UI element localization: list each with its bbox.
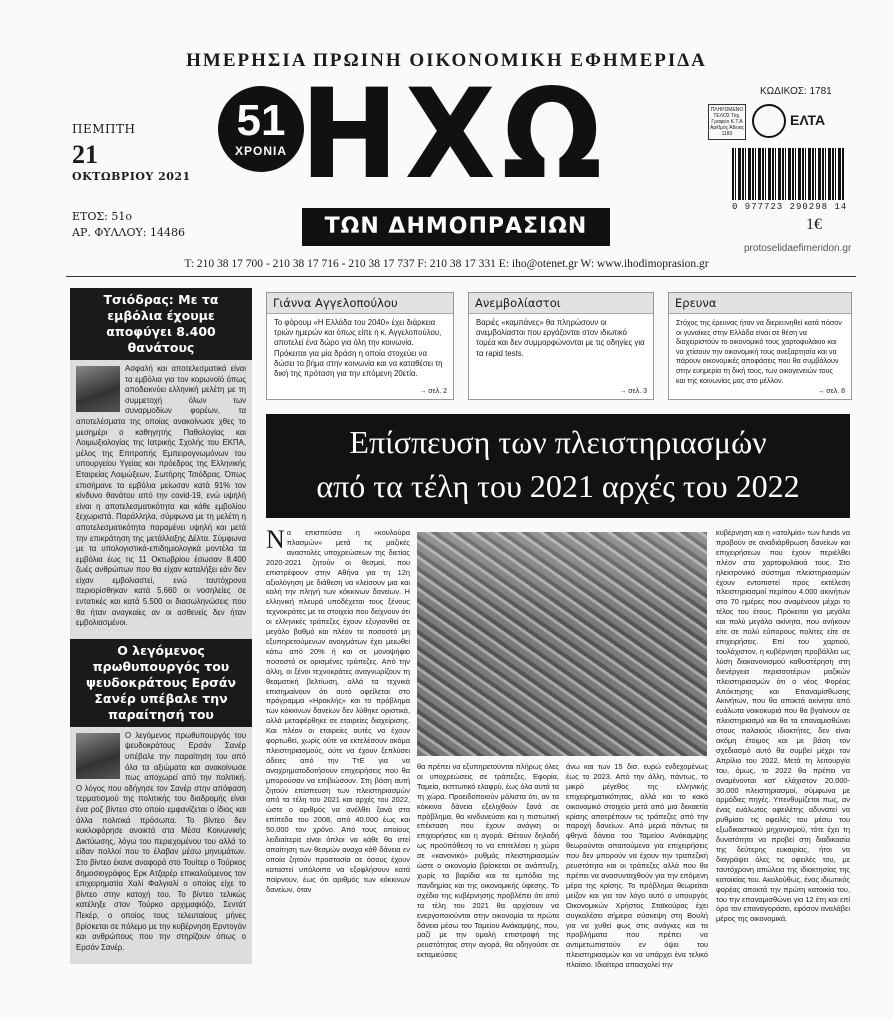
- sidebar-story1: [70, 360, 252, 633]
- teaser-box: [468, 292, 654, 400]
- headline-line: Επίσπευση των πλειστηριασμών: [349, 424, 767, 460]
- price: 1€: [806, 216, 822, 233]
- teaser-box: [668, 292, 852, 400]
- issue-month-year: ΟΚΤΩΒΡΙΟΥ 2021: [72, 170, 191, 183]
- badge-label: ΧΡΟΝΙΑ: [234, 144, 287, 158]
- dropcap: Ν: [266, 525, 285, 554]
- teaser-text: Το φόρουμ «Η Ελλάδα του 2040» έχει διάρκεια τριών ημερών και όπως είπε η κ. Αγγελοπούλου, αποτελεί ένα δώρο για όλη την κοινωνία. Πρόκειται για μία δράση η οποία στοχεύει να δώσει το βήμα στην κοινωνία και να καταθέσει τη δική της πρόταση για την επόμενη 20ετία.: [274, 318, 443, 379]
- sidebar: [70, 288, 252, 964]
- article-column: άνω και των 15 δισ. ευρώ ενδεχομένως έως το 2023. Από την άλλη, πάντως, το μικρό μέγεθος της ελληνικής επιχειρηματικότητας, αλλά και το κακό οικονομικό στοιχείο μετά από μια δεκαετία κρίσης αποτρέπουν τις τράπεζες από την παροχή δανείων. Από μεριά πάντως τα φθηνά δάνεια του Ταμείου Ανάκαμψης θεωρούνται απαιτούμενα για επιχειρήσεις που δεν μπορούν να έχουν την τραπεζική ρευστότητα και οι τράπεζες αλλά που θα πρέπει να ανασυνταχθούν για την επόμενη μέρα της κρίσης. Το πρόβλημα θεωρείται μείζον και για τον λόγο αυτό ο υπουργός Οικονομικών Χρήστος Σταϊκούρας έχει συγκαλέσει σήμερα σύσκεψη στη Βουλή για να χυθεί φως στις ανάγκες και τα προβλήματα που πρέπει να αντιμετωπιστούν εν όψει του πλειστηριασμών και να υπάρχει ένα τελικό πλαίσιο. Ιδιαίτερα απασχολεί την: [566, 762, 708, 970]
- article-column: θα πρέπει να εξυπηρετούνται πλήρως όλες οι υποχρεώσεις σε τράπεζες, Εφορία, Ταμεία, εκπτωτικό ελαφρύ, έως όλα αυτά τα τη χώρα. Προειδοποιούν μάλιστα ότι, αν τα κόκκινα δάνεια εξελιχθούν ξανά σε πρόβλημα, θα κινδυνεύσει και η πιστωτική επέκταση που έχουν ανάγκη οι επιχειρήσεις και η αγορά. Θέτουν δηλαδή ως προϋπόθεση το να επιτελέσει η χώρα σε «κανονικό» ρυθμός πλειστηριασμών ώστε ο οικονομία βρίσκεται σε ανάπτυξη, χωρίς τα βαρίδια και τα εμπόδια της πανδημίας και της οικονομικής ύφεσης. Το σχέδιο της κυβέρνησης προβλέπει ότι από τα τέλη του 2021 θα αρχίσουν να ενεργοποιούνται στην οικονομία τα πρώτα δάνεια μέσω του Ταμείου Ανάκαμψης, που, μαζί με την ομαλή επιστροφή της ρευστότητας στην αγορά, θα οδηγούσε σε εκταμιεύσεις: [417, 762, 559, 960]
- sidebar-story2: [70, 727, 252, 957]
- page-ref: → σελ. 8: [817, 388, 845, 395]
- sidebar-story2-title: Ο λεγόμενος πρωθυπουργός του ψευδοκράτους Ερσάν Σανέρ υπέβαλε την παραίτησή του: [70, 639, 252, 727]
- product-code: ΚΩΔΙΚΟΣ: 1781: [760, 86, 832, 97]
- badge-number: 51: [236, 96, 286, 145]
- teaser-title: Γιάννα Αγγελοπούλου: [267, 293, 453, 314]
- portrait-photo: [76, 733, 120, 779]
- teaser-text: Βαριές «καμπάνες» θα πληρώσουν οι ανεμβολίαστοι που εργάζονται στον ιδιωτικό τομέα και δεν συμμορφώνονται με τις οδηγίες για τα rapid tests.: [476, 318, 645, 358]
- teaser-title: Ανεμβολίαστοι: [469, 293, 653, 314]
- sidebar-story1-text: Ασφαλή και αποτελεσματικά είναι τα εμβόλια για τον κορωνοϊό όπως αποδεικνύει ελληνική μελέτη με τη συμμετοχή όλων των συναρμοδίων φορέων, τα αποτελέσματα της οποίας ανακοίνωσε χθες το μεσημέρι ο καθηγητής Παθολογίας και Λοιμωξιολογίας της Ιατρικής Σχολής του ΕΚΠΑ, μέλος της Επιτροπής Εμπειρογνωμόνων του υπουργείου Υγείας και πρόεδρος της Ελληνικής Εταιρείας Λοιμώξεων, Σωτήρης Τσιόδρας. Όπως επισήμανε τα εμβόλια μείωσαν κατά 91% τον κίνδυνο θανάτου από την covid-19, ενώ υψηλή είναι η αποτελεσματικότητα και κάθε εμβολίου ξεχωριστά. Παράλληλα, σύμφωνα με τη μελέτη η αποτελεσματικότητα παραμένει υψηλή και μετά την επικράτηση της μετάλλαξης Δέλτα. Σύμφωνα με τα υπολογιστικά-επιδημιολογικά μοντέλα τα εμβόλια έως τις 11 Οκτωβρίου έσωσαν 8.400 ζωές ανθρώπων που θα είχαν καταλήξει εάν δεν είχαν εμβολιαστεί, ενώ ταυτόχρονα περιορίσθηκαν κατά 5.660 οι νοσηλείες σε εντατικές και κατά 5.500 οι διασωληνώσεις που θα ήταν αναγκαίες αν οι ασθενείς δεν ήταν εμβολιασμένοι.: [76, 364, 246, 628]
- page-ref: → σελ. 2: [419, 388, 447, 395]
- elta-logo: ΕΛΤΑ: [790, 112, 826, 128]
- barcode-number: 0 977723 290298 14: [732, 202, 848, 212]
- postage-stamp: ΠΛΗΡΩΜΕΝΟ ΤΕΛΟΣ Ταχ. Γραφείο Κ.Τ.Α Αριθμός Άδειας 1180: [708, 104, 746, 140]
- divider: [66, 276, 856, 277]
- article-text: α επισπεύσει η «κουλούρα πλασμών» μετά τις μαζικές αναστολές υποχρεώσεων της διετίας 2020-2021 ζητούν οι θεσμοί, που επιστρέφουν στην Αθήνα για τη 12η αξιολόγηση με διάθεση να κλείσουν μια και καλή την πληγή των κόκκινων δανείων. Η ελληνική πλευρά υποδέχεται τους ξένους τεχνοκράτες με τα στοιχεία που δείχνουν ότι οι ελληνικές τράπεζες έχουν εξυγιανθεί σε μεγάλο βαθμό και πλέον το ποσοστό μη εξυπηρετούμενων ανοιγμάτων έχει μειωθεί κάτω από 20% ή και σε μονοψήφιο ποσοστό σε ορισμένες τράπεζες. Από την άλλη, οι ξένοι τεχνοκράτες αναγνωρίζουν τη θεαματική βελτίωση, αλλά τα τεχνικά επισημαίνουν ότι αυτό οφείλεται στο πρόγραμμα «Ηρακλής» και το πρόβλημα των κόκκινων δανείων δεν λύθηκε οριστικά, αλλά μεταφέρθηκε σε εταιρείες διαχείρισης. Και πλέον οι εταιρείες αυτές να έχουν φορτωθεί, χωρίς ούτε να εκτελέσουν ακόμα πλειστηριασμούς, ούτε να έχουν ξεπλύσει άδειες από την ΤτΕ για να αναχρηματοδοτήσουν επιχειρήσεις που θα μπορούσαν να επιβιώσουν. Στη βάση αυτή ζητούν επίσπευση των πλειστηριασμών από τα τέλη του 2021 και αρχές του 2022, ώστε ο αριθμός να ανέλθει ξανά στα επίπεδα του 2008, από 40.000 έως και 50.000 τον χρόνο. Από τους οποίους λειδιαίτερα είναι όπλοι να κάθε θα στεί απαίτηση των θεσμών αναχα κάθ δάνεια εν οποία ζητούν προστασία σε όσους έχουν καταστεί υπόλοιπα να εξοφλήσουν κατά παίρνουν, έως ότι αριθμός των κόκκινων δανείων, όταν: [266, 528, 410, 894]
- anniversary-badge: [218, 86, 304, 172]
- portrait-photo: [76, 366, 120, 412]
- teaser-box: [266, 292, 454, 400]
- teaser-text: Στόχος της έρευνας ήταν να διερευνηθεί κατά πόσον οι γυναίκες στην Ελλάδα είναι σε θέση να διαχειριστούν το οικονομικό τους χαρτοφυλάκιο και να χτίσουν την οικονομική τους ανεξαρτησία και να πάρουν οικονομικές αποφάσεις που θα συμβάλουν στην ευημερία τη δική τους, των οικογενειών τους και της κοινωνίας μας στο μέλλον.: [676, 318, 842, 385]
- contact-line: T: 210 38 17 700 - 210 38 17 716 - 210 38 17 737 F: 210 38 17 331 E: iho@otenet.gr W: www.ihodimoprasion.gr: [184, 258, 709, 270]
- masthead-subtitle: ΤΩΝ ΔΗΜΟΠΡΑΣΙΩΝ: [302, 208, 610, 246]
- barcode: [732, 148, 844, 200]
- issue-year: ΕΤΟΣ: 51ο: [72, 210, 132, 223]
- lead-headline: [266, 420, 850, 508]
- teaser-title: Ερευνα: [669, 293, 851, 314]
- watermark: protoselidaefimeridon.gr: [744, 243, 852, 254]
- masthead-tagline: ΗΜΕΡΗΣΙΑ ΠΡΩΙΝΗ ΟΙΚΟΝΟΜΙΚΗ ΕΦΗΜΕΡΙΔΑ: [186, 50, 707, 71]
- issue-number: ΑΡ. ΦΥΛΛΟΥ: 14486: [72, 226, 185, 239]
- article-column: κυβέρνηση και η «ατολμία» των funds να προβούν σε αναδιάρθρωση δανείων και επιχειρήσεων που έχουν περιέλθει πλέον στα χαρτοφυλάκιά τους. Στο ηλεκτρονικό σύστημα πλειστηριασμών έχουν εντοπιστεί προς εκτέλεση πλειστηριασμοί περίπου 4.000 ακινήτων στο 70 ημέρες που αναμένουν μέχρι το τέλος του έτους. Πρόκειται για μεγάλα και πολύ μεγάλα ακίνητα, που ανήκουν είτε σε πολύ εύπορους πολίτες είτε σε επιχειρήσεις. Επί του χαρτιού, τουλάχιστον, η κυβέρνηση προβάλλει ως λύση διακανονισμού καθυστέρηση στη διενέργεια περισσοτέρων μαζικών πλειστηριασμών ότι ο νέος Φορέας Απόκτησης και Επαναμίσθωσης Ακινήτων, που θα αποκτά ακίνητα από ευάλωτα νοικοκυριά που θα βγαίνουν σε πλειστηριασμό και θα τα επαναμισθώνει στους παλαιούς ιδιοκτήτες, δεν είναι ακόμη έτοιμος και με βάση τον σχεδιασμό αυτό θα συμβεί μέχρι τον Απρίλιο του 2022. Μετά τη λειτουργία του, όμως, το 2022 θα πρέπει να αναμένονται κατ' ελάχιστον 20.000-30.000 πλειστηριασμοί, σύμφωνα με αρμόδιες πηγές. Υπενθυμίζεται πως, αν ένας ευάλωτος οφειλέτης αδυνατεί να ρυθμίσει τις οφειλές του μέσω του εξωδικαστικού μηχανισμού, τότε έχει τη δυνατότητα να προβεί στη διαδικασία της δεύτερης ευκαιρίας, ήτοι να διαγράψει όλες τις οφειλές του, με ταυτόχρονη απώλεια της ιδιοκτησίας της κατοικίας του. Ακολούθως, ένας ιδιωτικός φορέας αποκτά την πρώτη κατοικία του, του την επαναμισθώνει για 12 έτη και επί όρο τον επαναγοράσει, εφόσον αναλάβει μέρος της οικονομικά.: [716, 528, 850, 924]
- postal-seal-icon: [752, 104, 786, 138]
- sidebar-story1-title: Τσιόδρας: Με τα εμβόλια έχουμε αποφύγει 8.400 θανάτους: [70, 288, 252, 360]
- sidebar-story2-text: Ο λεγόμενος πρωθυπουργός του ψευδοκράτους Ερσάν Σανέρ υπέβαλε την παραίτηση του από όλα τα αξιώματα και ανακοίνωσε πως αποχωρεί από την πολιτική. Ο λόγος που οδήγησε τον Σανέρ στην απόφαση τερματισμού της πολιτικής του διαδρομής είναι ένα ροζ βίντεο στο οποίο εμφανίζεται ο ίδιος και άλλα πολιτικά πρόσωπα. Το βίντεο δεν κυκλοφόρησε ανοικτά στα Μέσα Κοινωνικής Δικτύωσης, λόγω του περιεχομένου του αλλά το είδαν πολλοί που το έλαβαν μέσω μηνυμάτων. Στο βίντεο έκανε αναφορά στο Τουίτερ ο Τούρκος δημοσιογράφος Ερκ Ατζαρέρ επικαλούμενος τον επιχειρηματία Χαλί Φαλγιαλί ο οποίος είχε το βίντεο στην κατοχή του. Το βίντεο τελικώς κατέληξε στον Τούρκο αρχιμαφιόζο, Σεντάτ Πεκέρ, ο οποίος τους τελευταίους μήνες βρίσκεται σε πόλεμο με την κυβέρνηση Ερντογάν και ανθρώπους που την στηρίζουν όπως ο Ερσάν Σανέρ.: [76, 730, 246, 952]
- article-column: [266, 525, 410, 960]
- issue-date: 21: [72, 140, 98, 169]
- issue-day: ΠΕΜΠΤΗ: [72, 122, 136, 136]
- headline-line: από τα τέλη του 2021 αρχές του 2022: [316, 468, 800, 504]
- page-ref: → σελ. 3: [619, 388, 647, 395]
- article-photo: [417, 532, 707, 756]
- masthead-title: ΗΧΩ: [300, 61, 609, 207]
